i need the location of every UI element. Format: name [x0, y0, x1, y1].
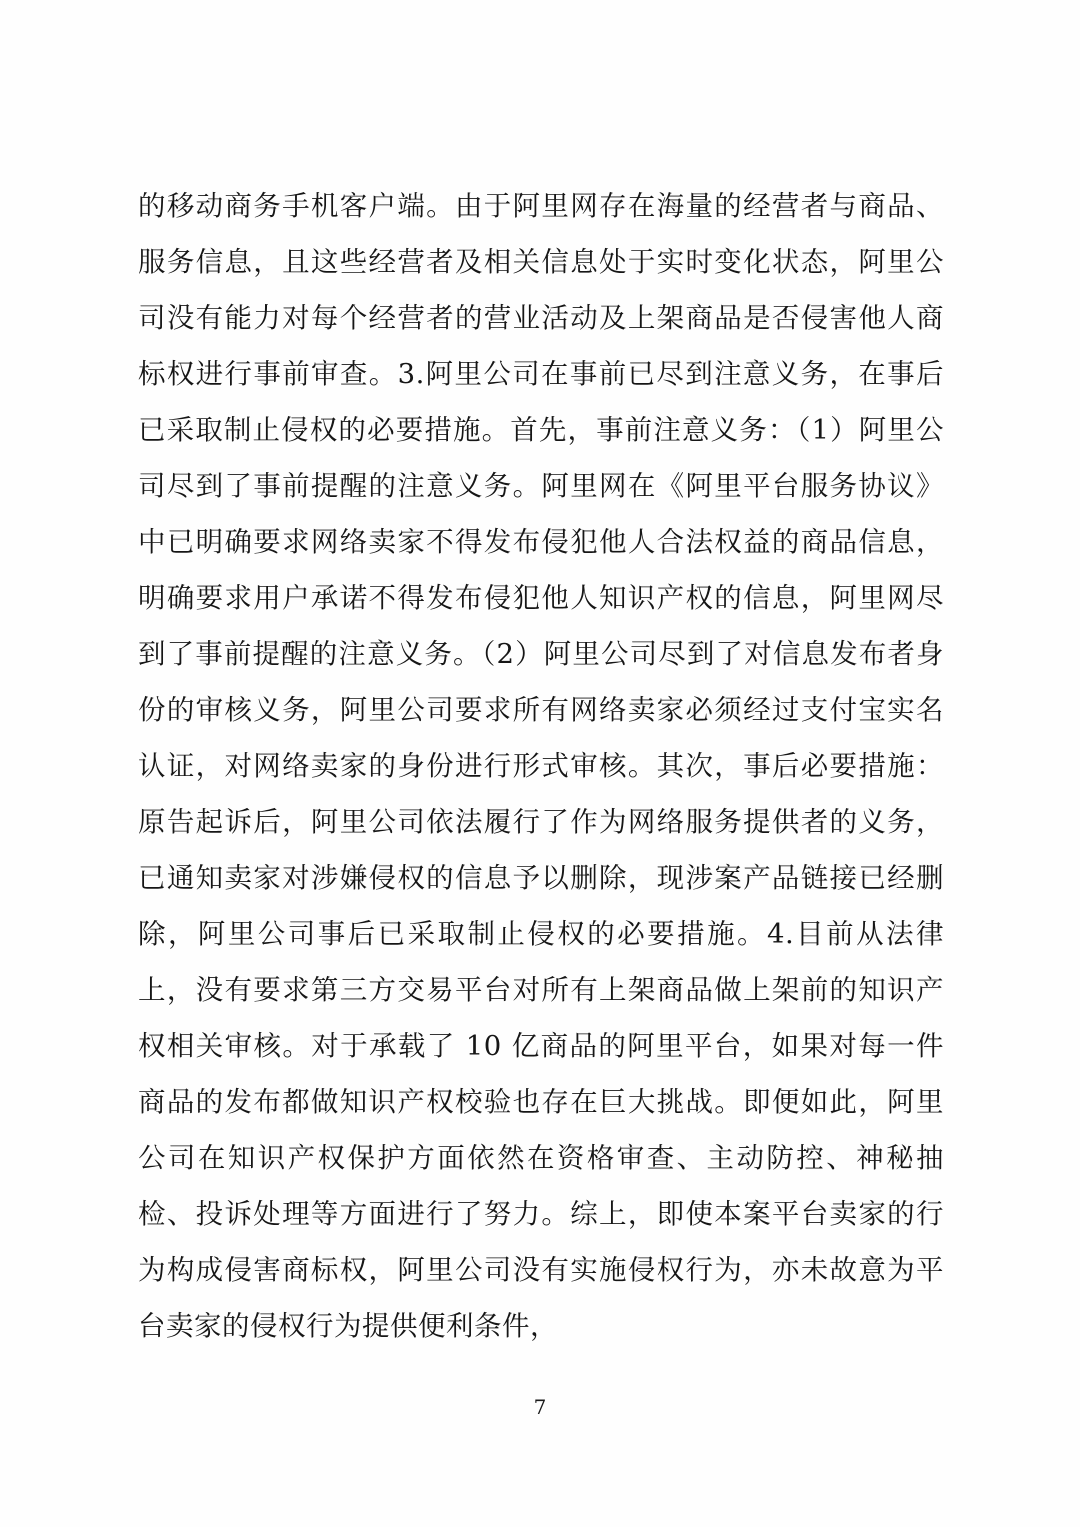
paragraph: 的移动商务手机客户端。由于阿里网存在海量的经营者与商品、服务信息，且这些经营者及相关信息处于实时变化状态，阿里公司没有能力对每个经营者的营业活动及上架商品是否侵害他人商标权进行事前审查。3.阿里公司在事前已尽到注意义务，在事后已采取制止侵权的必要措施。首先，事前注意义务：（1）阿里公司尽到了事前提醒的注意义务。阿里网在《阿里平台服务协议》中已明确要求网络卖家不得发布侵犯他人合法权益的商品信息，明确要求用户承诺不得发布侵犯他人知识产权的信息，阿里网尽到了事前提醒的注意义务。（2）阿里公司尽到了对信息发布者身份的审核义务，阿里公司要求所有网络卖家必须经过支付宝实名认证，对网络卖家的身份进行形式审核。其次，事后必要措施：原告起诉后，阿里公司依法履行了作为网络服务提供者的义务，已通知卖家对涉嫌侵权的信息予以删除，现涉案产品链接已经删除，阿里公司事后已采取制止侵权的必要措施。4.目前从法律上，没有要求第三方交易平台对所有上架商品做上架前的知识产权相关审核。对于承载了 10 亿商品的阿里平台，如果对每一件商品的发布都做知识产权校验也存在巨大挑战。即便如此，阿里公司在知识产权保护方面依然在资格审查、主动防控、神秘抽检、投诉处理等方面进行了努力。综上，即使本案平台卖家的行为构成侵害商标权，阿里公司没有实施侵权行为，亦未故意为平台卖家的侵权行为提供便利条件， [138, 190, 944, 1342]
page-body-text [138, 178, 944, 1354]
page-number: 7 [533, 1395, 547, 1419]
